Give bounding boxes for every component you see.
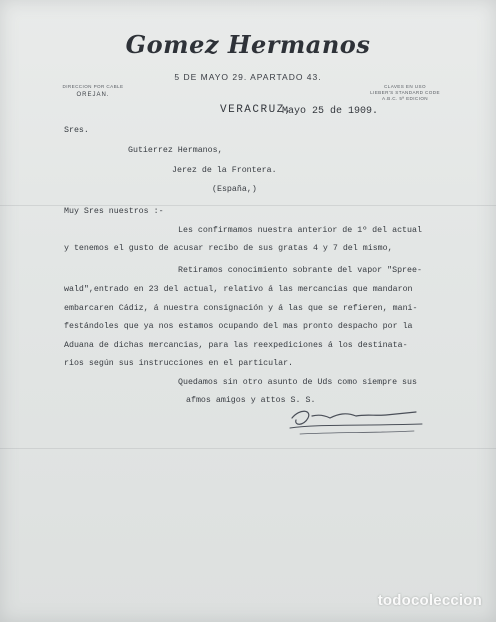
- body-line: afmos amigos y attos S. S.: [186, 396, 316, 405]
- codes-value-1: LIEBER'S STANDARD CODE: [370, 90, 440, 95]
- site-watermark: todocoleccion: [377, 592, 482, 609]
- dateline-date: Mayo 25 de 1909.: [282, 106, 379, 117]
- recipient-country: (España,): [212, 185, 257, 194]
- body-line: Quedamos sin otro asunto de Uds como siempre sus: [178, 378, 417, 387]
- cable-value: OREJAN.: [76, 92, 110, 98]
- paper-fold: [0, 448, 496, 449]
- paper-fold: [0, 205, 496, 206]
- codes-label: CLAVES EN USO: [384, 84, 426, 89]
- body-line: Retiramos conocimiento sobrante del vapor "Spree-: [178, 266, 422, 275]
- body-line: Les confirmamos nuestra anterior de 1º del actual: [178, 226, 422, 235]
- body-line: rios según sus instrucciones en el particular.: [64, 359, 294, 368]
- recipient-name: Gutierrez Hermanos,: [128, 146, 223, 155]
- greeting: Muy Sres nuestros :-: [64, 207, 164, 216]
- dateline-place: VERACRUZ,: [220, 104, 293, 116]
- body-line: Aduana de dichas mercancias, para las reexpediciones á los destinata-: [64, 341, 408, 350]
- body-line: y tenemos el gusto de acusar recibo de sus gratas 4 y 7 del mismo,: [64, 244, 393, 253]
- handwritten-signature: [286, 404, 426, 440]
- codes-value-2: A.B.C. 5ª EDICION: [381, 96, 429, 101]
- company-name: Gomez Hermanos: [125, 30, 371, 59]
- salutation-short: Sres.: [64, 126, 89, 135]
- recipient-city: Jerez de la Frontera.: [172, 166, 277, 175]
- company-address: 5 DE MAYO 29. APARTADO 43.: [174, 72, 322, 82]
- body-line: embarcaren Cádiz, á nuestra consignación y á las que se refieren, mani-: [64, 304, 418, 313]
- cable-label: DIRECCION POR CABLE: [62, 84, 124, 89]
- body-line: wald",entrado en 23 del actual, relativo á las mercancias que mandaron: [64, 285, 413, 294]
- body-line: festándoles que ya nos estamos ocupando del mas pronto despacho por la: [64, 322, 413, 331]
